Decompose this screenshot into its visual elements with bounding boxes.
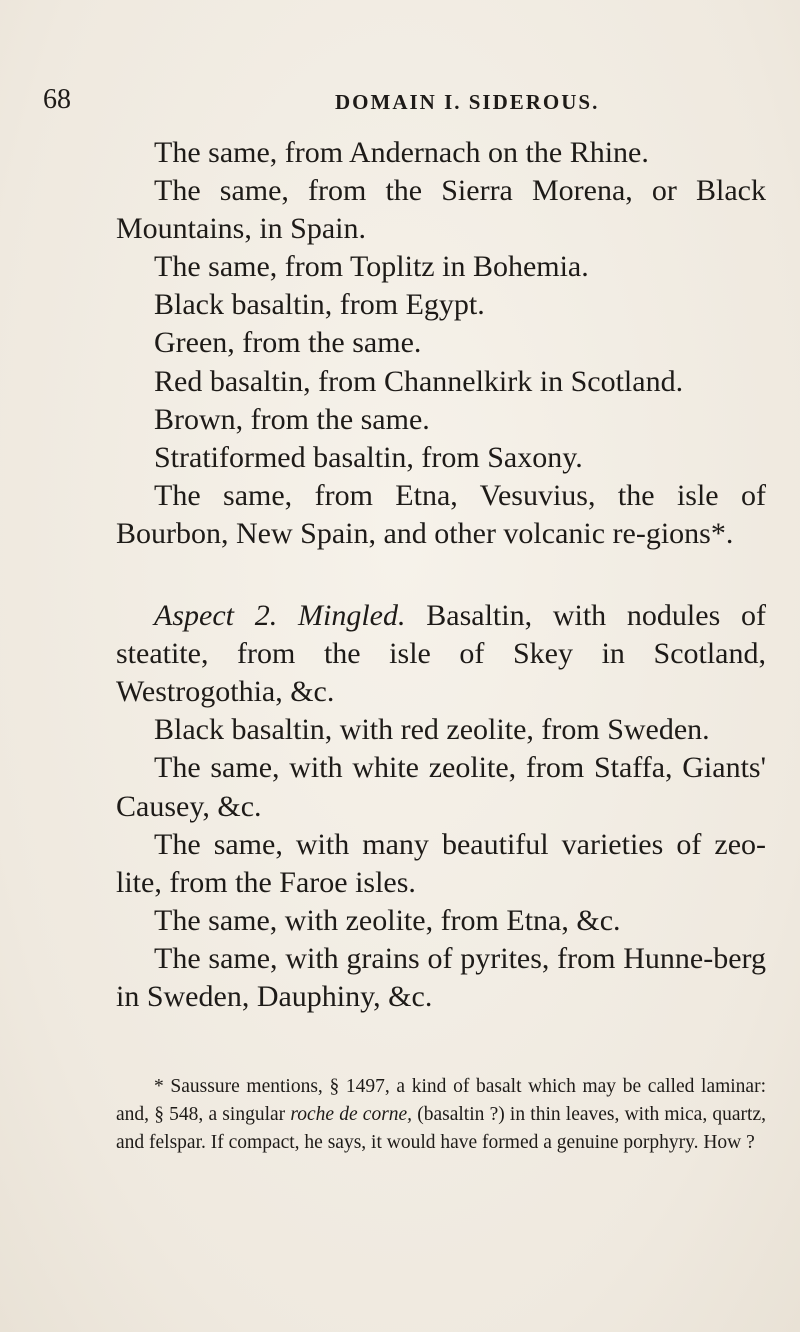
entry-line: The same, from Andernach on the Rhine. [154,136,649,169]
entry-line: The same, from the Sierra Morena, or Black Mountains, in Spain. [116,174,766,246]
footnote-italic: roche de corne, [290,1104,413,1125]
entry-line: The same, with grains of pyrites, from Hunne-berg in Sweden, Dauphiny, &c. [116,941,766,1013]
entry-line: The same, with white zeolite, from Staffa, Giants' Causey, &c. [116,751,766,823]
entry-line: Black basaltin, from Egypt. [154,288,485,322]
aspect-description: Basaltin, with nodules of steatite, from the isle of Skey in Scotland, Westrogothia, &c. [116,599,767,709]
running-head: DOMAIN I. SIDEROUS. [335,90,600,114]
entry-text: The same, from Etna, Vesuvius, the isle of Bourbon, New Spain, and other volcanic re-gions [116,478,766,550]
aspect-name: Mingled. [298,599,406,633]
footnote-marker: *. [710,516,734,550]
entry-line-with-note [116,477,766,553]
entry-line: The same, with zeolite, from Etna, &c. [154,903,621,937]
page-number: 68 [43,84,71,115]
footnote-text [116,1073,766,1157]
entry-line: Black basaltin, with red zeolite, from Sweden. [154,713,710,747]
entry-line: The same, from Toplitz in Bohemia. [154,250,589,284]
entry-line: Brown, from the same. [154,402,430,436]
entry-line: Red basaltin, from Channelkirk in Scotland. [154,364,684,398]
footnote [116,1073,766,1157]
body-text [116,134,766,1016]
entry-line: Green, from the same. [154,326,422,360]
aspect-label: Aspect 2. [154,599,278,633]
footnote-part1: * Saussure mentions, § 1497, a kind of basalt which may be called laminar: and, § 548, a singular [116,1076,766,1125]
aspect-paragraph [116,597,766,711]
page-header [0,80,800,120]
entry-line: Stratiformed basaltin, from Saxony. [154,440,583,474]
entry-line: The same, with many beautiful varieties of zeo-lite, from the Faroe isles. [116,827,766,899]
footnote-part2: (basaltin ?) in thin leaves, with mica, quartz, and felspar. If compact, he says, it would have formed a genuine porphyry. How ? [116,1104,766,1153]
